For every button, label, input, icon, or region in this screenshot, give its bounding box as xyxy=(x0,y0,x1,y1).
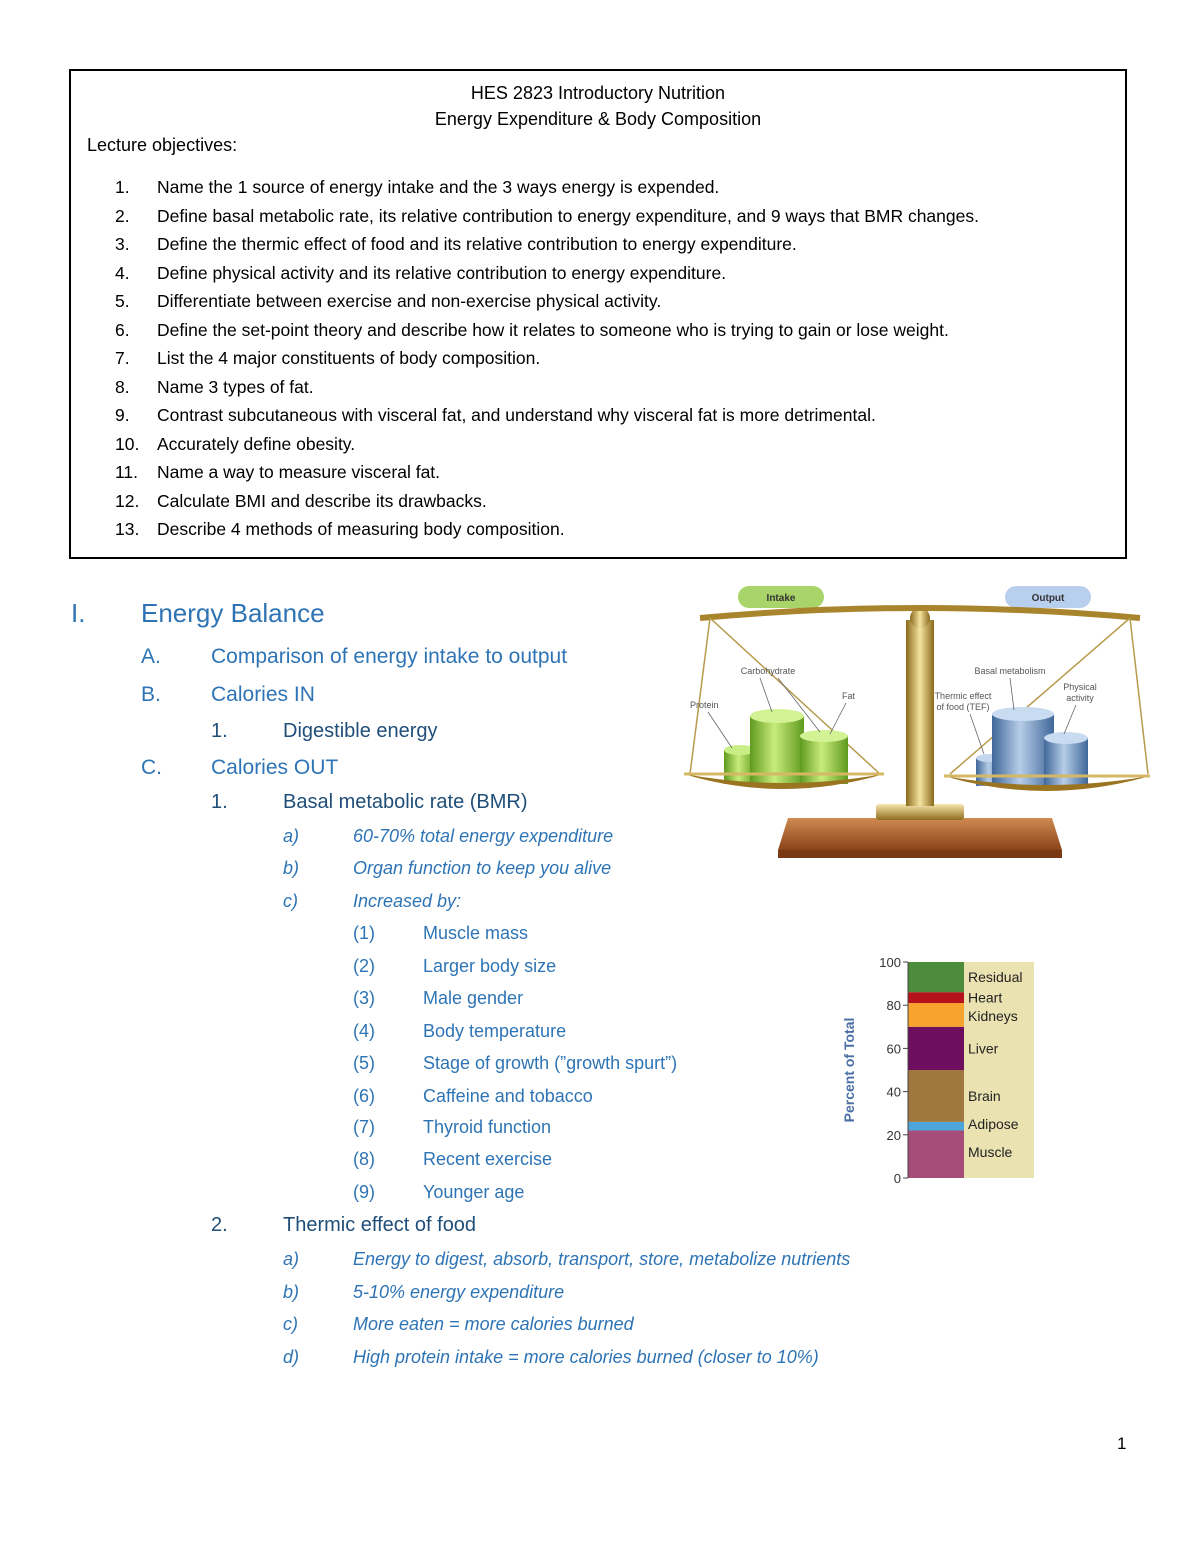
segment-label: Kidneys xyxy=(968,1008,1018,1024)
scale-base-edge xyxy=(778,850,1062,858)
bar-segment-kidneys xyxy=(908,1003,964,1027)
tef-item: More eaten = more calories burned xyxy=(353,1314,634,1334)
outline-item: 60-70% total energy expenditure xyxy=(353,826,614,846)
outline-marker: d) xyxy=(283,1347,300,1367)
fat-label: Fat xyxy=(842,691,856,701)
y-tick-label: 40 xyxy=(886,1084,901,1100)
outline-item: Comparison of energy intake to output xyxy=(211,645,568,668)
outline-marker: a) xyxy=(283,1249,300,1269)
tef-label-line2: of food (TEF) xyxy=(936,702,990,712)
outline-item: Calories IN xyxy=(211,683,315,706)
objective-text: Define physical activity and its relative contribution to energy expenditure. xyxy=(157,262,727,283)
outline-item: Organ function to keep you alive xyxy=(353,858,612,878)
outline-marker: b) xyxy=(283,1282,300,1302)
bmr-factor-item: Caffeine and tobacco xyxy=(423,1086,593,1106)
bmr-factor-item: Male gender xyxy=(423,988,524,1008)
objective-text: Name a way to measure visceral fat. xyxy=(157,462,441,482)
bmr-factor-item: Thyroid function xyxy=(423,1117,552,1137)
objective-number: 9. xyxy=(115,405,130,425)
objectives-box xyxy=(69,69,1127,559)
outline-marker: a) xyxy=(283,826,300,846)
physical-activity-label-line2: activity xyxy=(1066,693,1094,703)
bmr-factor-item: Stage of growth (”growth spurt”) xyxy=(423,1053,678,1073)
scale-foot xyxy=(876,804,964,820)
outline-marker: (6) xyxy=(353,1086,375,1106)
protein-label: Protein xyxy=(690,700,719,710)
objective-text: Differentiate between exercise and non-exercise physical activity. xyxy=(157,291,662,311)
course-title: HES 2823 Introductory Nutrition xyxy=(470,83,726,103)
objective-text: Describe 4 methods of measuring body composition. xyxy=(157,519,565,539)
section-marker: I. xyxy=(71,598,86,628)
bar-segment-adipose xyxy=(908,1122,964,1131)
segment-label: Heart xyxy=(968,989,1003,1006)
outline-marker: c) xyxy=(283,1314,298,1334)
segment-label: Adipose xyxy=(968,1116,1019,1132)
carbohydrate-label: Carbohydrate xyxy=(740,666,796,676)
bar-segment-residual xyxy=(908,962,964,992)
scale-column xyxy=(906,620,934,806)
objective-number: 11. xyxy=(115,462,139,482)
outline-marker: B. xyxy=(141,683,161,706)
bmr-factor-item: Muscle mass xyxy=(423,923,529,943)
y-axis-label: Percent of Total xyxy=(841,1017,857,1123)
objective-text: Define the thermic effect of food and its relative contribution to energy expenditure. xyxy=(157,234,797,254)
outline-marker: 2. xyxy=(211,1214,228,1236)
physical-activity-label-line1: Physical xyxy=(1063,682,1097,692)
outline-item: Basal metabolic rate (BMR) xyxy=(283,791,528,813)
objective-number: 12. xyxy=(115,490,140,511)
bmr-organ-contribution-chart xyxy=(832,950,1052,1190)
y-tick-label: 0 xyxy=(893,1171,901,1186)
objective-text: Contrast subcutaneous with visceral fat, and understand why visceral fat is more detrimental. xyxy=(157,405,876,425)
segment-label: Residual xyxy=(968,969,1023,986)
objective-number: 5. xyxy=(115,291,130,311)
objective-number: 3. xyxy=(115,234,130,254)
bar-segment-brain xyxy=(908,1070,964,1122)
outline-item: Digestible energy xyxy=(283,720,438,742)
y-tick-label: 20 xyxy=(886,1127,901,1143)
segment-label: Muscle xyxy=(968,1144,1013,1161)
tef-item: Energy to digest, absorb, transport, store, metabolize nutrients xyxy=(353,1249,851,1269)
bar-segment-heart xyxy=(908,992,964,1003)
bmr-factor-item: Recent exercise xyxy=(423,1149,553,1169)
tef-item: High protein intake = more calories burned (closer to 10%) xyxy=(353,1347,819,1367)
scale-base xyxy=(778,818,1062,850)
intake-label: Intake xyxy=(766,593,796,604)
energy-balance-scale-illustration xyxy=(680,578,1160,868)
outline-item: Increased by: xyxy=(353,891,462,911)
basal-metabolism-label: Basal metabolism xyxy=(974,666,1046,676)
objective-text: Calculate BMI and describe its drawbacks. xyxy=(157,490,487,511)
outline-marker: (5) xyxy=(353,1053,375,1073)
outline-marker: b) xyxy=(283,858,300,878)
outline-marker: c) xyxy=(283,891,298,911)
outline-item: Thermic effect of food xyxy=(283,1214,477,1236)
objective-text: Define basal metabolic rate, its relative contribution to energy expenditure, and 9 ways that BMR changes. xyxy=(157,205,979,226)
bmr-factor-item: Larger body size xyxy=(423,956,557,976)
outline-marker: 1. xyxy=(211,791,228,813)
outline-item: Calories OUT xyxy=(211,756,339,779)
outline-marker: (7) xyxy=(353,1117,375,1137)
objective-number: 10. xyxy=(115,433,140,454)
y-tick-label: 100 xyxy=(879,955,901,970)
segment-label: Liver xyxy=(968,1040,999,1057)
bmr-factor-item: Body temperature xyxy=(423,1021,567,1041)
objectives-label: Lecture objectives: xyxy=(87,135,238,155)
lecture-topic: Energy Expenditure & Body Composition xyxy=(434,109,762,129)
outline-marker: C. xyxy=(141,756,162,779)
objective-text: Name 3 types of fat. xyxy=(157,376,314,397)
objective-number: 7. xyxy=(115,348,130,368)
tef-item: 5-10% energy expenditure xyxy=(353,1282,565,1302)
output-label: Output xyxy=(1031,593,1065,604)
objective-text: List the 4 major constituents of body composition. xyxy=(157,348,541,368)
outline-marker: (9) xyxy=(353,1182,375,1202)
objective-text: Name the 1 source of energy intake and the 3 ways energy is expended. xyxy=(157,177,720,197)
section-title: Energy Balance xyxy=(141,598,325,628)
physical-activity-cylinder xyxy=(1044,738,1088,786)
fat-cylinder xyxy=(800,736,848,784)
outline-marker: (3) xyxy=(353,988,375,1008)
objective-text: Accurately define obesity. xyxy=(157,433,356,454)
page-number: 1 xyxy=(1117,1434,1127,1453)
y-tick-label: 80 xyxy=(886,998,901,1014)
outline-marker: (2) xyxy=(353,956,375,976)
segment-label: Brain xyxy=(968,1087,1001,1104)
outline-marker: (4) xyxy=(353,1021,375,1041)
objective-number: 2. xyxy=(115,205,130,226)
bmr-factor-item: Younger age xyxy=(423,1182,525,1202)
objective-number: 8. xyxy=(115,376,130,397)
objective-text: Define the set-point theory and describe how it relates to someone who is trying to gain or lose weight. xyxy=(157,319,949,340)
outline-marker: A. xyxy=(141,645,161,668)
objective-number: 4. xyxy=(115,262,130,283)
bar-segment-liver xyxy=(908,1027,964,1070)
bar-segment-muscle xyxy=(908,1130,964,1178)
outline-marker: (1) xyxy=(353,923,375,943)
objective-number: 13. xyxy=(115,519,140,539)
objective-number: 1. xyxy=(115,177,130,197)
outline-marker: 1. xyxy=(211,720,228,742)
tef-label-line1: Thermic effect xyxy=(934,691,992,701)
outline-marker: (8) xyxy=(353,1149,375,1169)
objective-number: 6. xyxy=(115,319,130,340)
y-tick-label: 60 xyxy=(886,1041,901,1057)
